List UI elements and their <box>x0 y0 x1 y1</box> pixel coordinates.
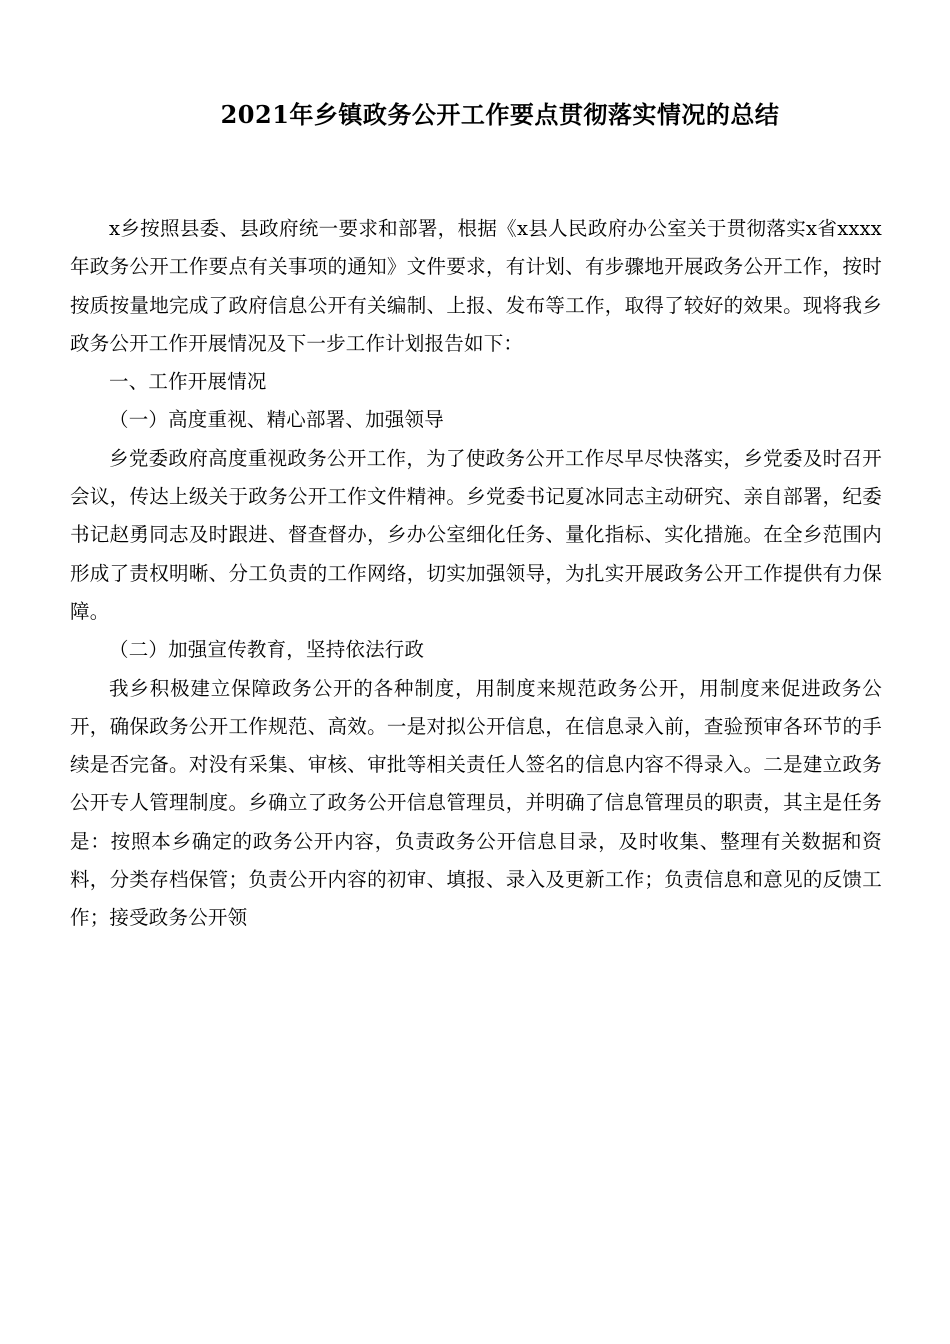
intro-paragraph: x乡按照县委、县政府统一要求和部署，根据《x县人民政府办公室关于贯彻落实x省xxxx年政务公开工作要点有关事项的通知》文件要求，有计划、有步骤地开展政务公开工作，按时按质按量地完成了政府信息公开有关编制、上报、发布等工作，取得了较好的效果。现将我乡政务公开工作开展情况及下一步工作计划报告如下： <box>70 217 882 355</box>
subsection-heading-leadership: （一）高度重视、精心部署、加强领导 <box>109 408 444 432</box>
leadership-paragraph: 乡党委政府高度重视政务公开工作，为了使政务公开工作尽早尽快落实，乡党委及时召开会议，传达上级关于政务公开工作文件精神。乡党委书记夏冰同志主动研究、亲自部署，纪委书记赵勇同志及时跟进、督查督办，乡办公室细化任务、量化指标、实化措施。在全乡范围内形成了责权明晰、分工负责的工作网络，切实加强领导，为扎实开展政务公开工作提供有力保障。 <box>70 446 882 623</box>
publicity-paragraph: 我乡积极建立保障政务公开的各种制度，用制度来规范政务公开，用制度来促进政务公开，确保政务公开工作规范、高效。一是对拟公开信息，在信息录入前，查验预审各环节的手续是否完备。对没有采集、审核、审批等相关责任人签名的信息内容不得录入。二是建立政务公开专人管理制度。乡确立了政务公开信息管理员，并明确了信息管理员的职责，其主是任务是：按照本乡确定的政务公开内容，负责政务公开信息目录，及时收集、整理有关数据和资料，分类存档保管；负责公开内容的初审、填报、录入及更新工作；负责信息和意见的反馈工作；接受政务公开领 <box>70 676 882 930</box>
document-title: 2021年乡镇政务公开工作要点贯彻落实情况的总结 <box>220 100 780 129</box>
document-body <box>70 210 882 938</box>
subsection-heading-publicity: （二）加强宣传教育，坚持依法行政 <box>109 638 425 662</box>
section-heading-work-status: 一、工作开展情况 <box>109 370 267 394</box>
